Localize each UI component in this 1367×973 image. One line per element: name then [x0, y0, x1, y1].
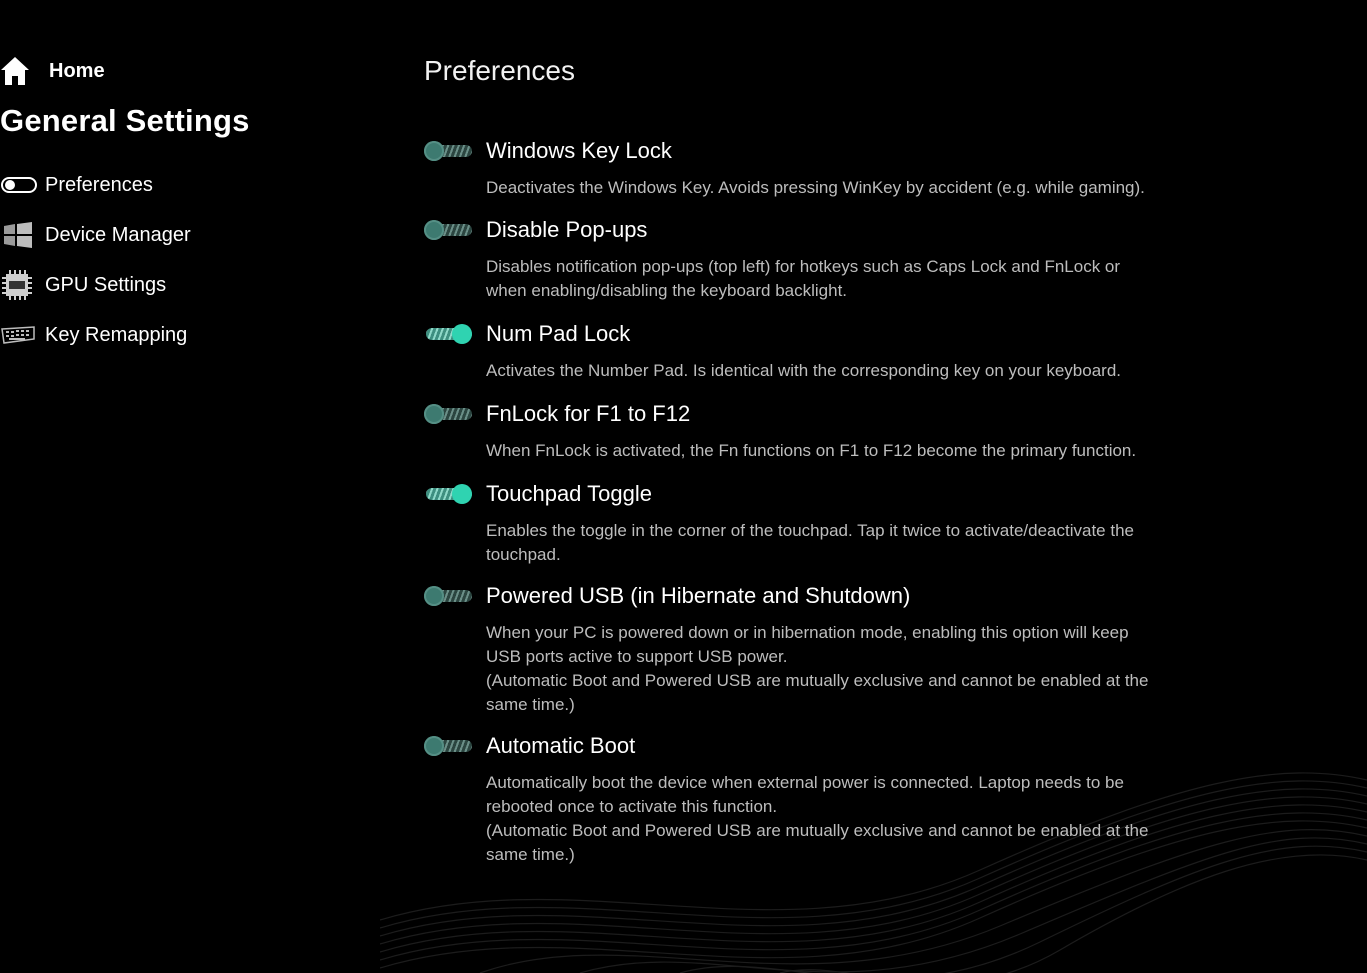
setting-title: Num Pad Lock	[486, 321, 631, 346]
setting-item	[424, 581, 1169, 717]
setting-toggle[interactable]	[424, 323, 474, 345]
setting-description-paragraph: Activates the Number Pad. Is identical with the corresponding key on your keyboard.	[486, 361, 1122, 380]
sidebar-item-label: GPU Settings	[45, 273, 167, 296]
setting-description	[486, 621, 1169, 717]
setting-row	[424, 215, 1169, 245]
setting-title: Powered USB (in Hibernate and Shutdown)	[486, 583, 911, 608]
toggle-icon	[0, 170, 38, 200]
setting-item	[424, 319, 1169, 383]
setting-row	[424, 399, 1169, 429]
sidebar-item-label: Device Manager	[45, 223, 191, 246]
toggle-knob	[424, 736, 444, 756]
setting-toggle[interactable]	[424, 483, 474, 505]
setting-description-paragraph: When your PC is powered down or in hibernation mode, enabling this option will keep USB ports active to support USB power.	[486, 623, 1129, 666]
setting-description	[486, 359, 1169, 383]
keyboard-icon	[0, 320, 38, 350]
setting-toggle[interactable]	[424, 735, 474, 757]
home-icon	[0, 55, 30, 87]
windows-icon	[0, 220, 38, 250]
section-title: General Settings	[0, 103, 250, 138]
setting-toggle[interactable]	[424, 403, 474, 425]
sidebar-nav	[0, 160, 191, 360]
setting-item	[424, 136, 1169, 200]
gpu-chip-icon	[0, 270, 38, 300]
toggle-knob	[424, 141, 444, 161]
setting-title: Disable Pop-ups	[486, 217, 648, 242]
setting-description	[486, 255, 1169, 303]
toggle-knob	[452, 484, 472, 504]
home-label: Home	[49, 59, 105, 82]
setting-title: Windows Key Lock	[486, 138, 672, 163]
setting-row	[424, 136, 1169, 166]
setting-item	[424, 399, 1169, 463]
toggle-knob	[424, 586, 444, 606]
setting-row	[424, 479, 1169, 509]
toggle-knob	[424, 220, 444, 240]
sidebar-item-gpu-settings[interactable]	[0, 260, 191, 310]
setting-toggle[interactable]	[424, 140, 474, 162]
sidebar-item-device-manager[interactable]	[0, 210, 191, 260]
sidebar-item-key-remapping[interactable]	[0, 310, 191, 360]
toggle-knob	[424, 404, 444, 424]
setting-description	[486, 771, 1169, 867]
sidebar	[0, 0, 380, 973]
setting-item	[424, 731, 1169, 867]
setting-description-paragraph: Enables the toggle in the corner of the touchpad. Tap it twice to activate/deactivate the touchpad.	[486, 521, 1134, 564]
setting-description-paragraph: Disables notification pop-ups (top left) for hotkeys such as Caps Lock and FnLock or when enabling/disabling the keyboard backlight.	[486, 257, 1121, 300]
home-button[interactable]	[0, 54, 105, 88]
page-title: Preferences	[424, 55, 575, 86]
setting-row	[424, 581, 1169, 611]
setting-row	[424, 319, 1169, 349]
sidebar-item-preferences[interactable]	[0, 160, 191, 210]
setting-description-paragraph: Deactivates the Windows Key. Avoids pressing WinKey by accident (e.g. while gaming).	[486, 178, 1145, 197]
setting-description-paragraph: (Automatic Boot and Powered USB are mutually exclusive and cannot be enabled at the same time.)	[486, 821, 1149, 864]
sidebar-item-label: Preferences	[45, 173, 153, 196]
setting-description-paragraph: Automatically boot the device when external power is connected. Laptop needs to be rebooted once to activate this function.	[486, 773, 1124, 816]
setting-description	[486, 439, 1169, 463]
setting-item	[424, 215, 1169, 303]
setting-description-paragraph: (Automatic Boot and Powered USB are mutually exclusive and cannot be enabled at the same time.)	[486, 671, 1149, 714]
setting-toggle[interactable]	[424, 219, 474, 241]
toggle-knob	[452, 324, 472, 344]
sidebar-item-label: Key Remapping	[45, 323, 188, 346]
setting-item	[424, 479, 1169, 567]
setting-toggle[interactable]	[424, 585, 474, 607]
setting-row	[424, 731, 1169, 761]
setting-description	[486, 176, 1169, 200]
setting-title: Touchpad Toggle	[486, 481, 652, 506]
setting-title: FnLock for F1 to F12	[486, 401, 691, 426]
setting-description-paragraph: When FnLock is activated, the Fn functions on F1 to F12 become the primary function.	[486, 441, 1137, 460]
setting-title: Automatic Boot	[486, 733, 636, 758]
setting-description	[486, 519, 1169, 567]
